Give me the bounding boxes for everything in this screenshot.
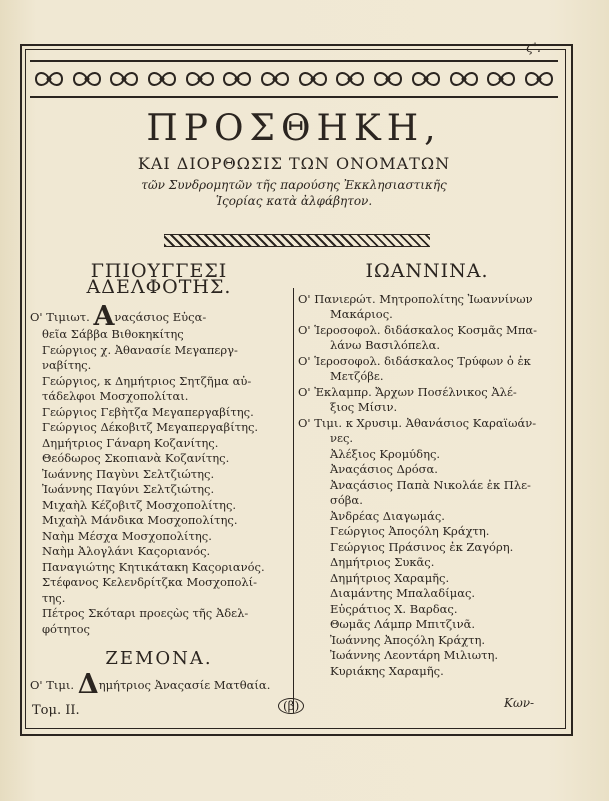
list-item: Ο' Ἐκλαμπρ. Ἄρχων Ποσέλνικος Ἀλέ- bbox=[298, 384, 517, 399]
list-item: Στέφανος Κελενδρίτζκα Μοσχοπολί- bbox=[42, 575, 258, 589]
ornament-icon bbox=[32, 66, 66, 92]
list-item: Δημήτριος Γάναρη Κοζανίτης. bbox=[42, 435, 219, 450]
list-item: νες. bbox=[330, 431, 354, 445]
ornament-icon bbox=[447, 66, 481, 92]
section2-entry bbox=[30, 668, 288, 700]
list-item: Γεώργιος Γεβὴτζα Μεγαπεργαβίτης. bbox=[42, 404, 254, 419]
decorative-rule bbox=[164, 234, 430, 247]
list-item: Ναὴμ Ἀλογλάνι Καςοριανός. bbox=[42, 544, 211, 558]
ornament-icon bbox=[371, 66, 405, 92]
drop-capital-2: Δ bbox=[77, 668, 99, 700]
list-item: Ἰωάννης Παγύνι Σελτζιώτης. bbox=[42, 482, 215, 496]
left-column bbox=[30, 260, 288, 700]
first-prefix: Ο' Τιμιωτ. bbox=[30, 310, 90, 324]
folio: ϛ'. bbox=[526, 41, 541, 56]
list-item: Μετζόβε. bbox=[330, 369, 384, 383]
column-divider bbox=[293, 288, 294, 713]
list-item: Ο' Τιμι. κ Χρυσιμ. Ἀθανάσιος Καραϊωάν- bbox=[298, 415, 537, 430]
list-item: Ἀλέξιος Κρομύδης. bbox=[330, 446, 441, 461]
ornament-icon bbox=[296, 66, 330, 92]
list-item: Ο' Πανιερώτ. Μητροπολίτης Ἰωαννίνων bbox=[298, 291, 533, 306]
list-item: Γεώργιος Ἀποςόλη Κράχτη. bbox=[330, 524, 490, 538]
first-rest: ναςάσιος Εὐςα- bbox=[114, 310, 207, 324]
right-column bbox=[298, 260, 556, 679]
subline-1: τῶν Συνδρομητῶν τῆς παρούσης Ἐκκλησιαστικῆς bbox=[141, 178, 447, 192]
list-item: τάδελφοι Μοσχοπολίται. bbox=[42, 389, 189, 403]
list-item: ξιος Μίσιν. bbox=[330, 400, 398, 414]
first-entry bbox=[30, 301, 288, 332]
subline-2: Ἱςορίας κατὰ ἀλφάβητον. bbox=[215, 194, 373, 208]
ornament-icon bbox=[220, 66, 254, 92]
volume-label: Τομ. ΙΙ. bbox=[32, 703, 80, 718]
subtitle: ΚΑΙ ΔΙΟΡΘΩΣΙΣ ΤΩΝ ΟΝΟΜΑΤΩΝ bbox=[137, 154, 451, 173]
list-item: ναβίτης. bbox=[42, 358, 92, 372]
ornament-icon bbox=[145, 66, 179, 92]
list-item: Δημήτριος Συκᾶς. bbox=[330, 555, 435, 569]
list-item: Διαμάντης Μπαλαδίμας. bbox=[330, 586, 476, 600]
list-item: Θεόδωρος Σκοπιανὰ Κοζανίτης. bbox=[42, 451, 230, 465]
list-item: Ἀναςάσιος Δρόσα. bbox=[330, 462, 438, 476]
list-item: Ἀνδρέας Διαγωμάς. bbox=[330, 508, 445, 523]
section2-rest: ημήτριος Ἀναςασίε Ματθαία. bbox=[98, 677, 271, 692]
list-item: Ἰωάννης Λεοντάρη Μιλιωτη. bbox=[330, 648, 499, 662]
list-item: Ναὴμ Μέσχα Μοσχοπολίτης. bbox=[42, 528, 212, 543]
list-item: Μιχαὴλ Μάνδικα Μοσχοπολίτης. bbox=[42, 513, 238, 527]
ornament-icon bbox=[70, 66, 104, 92]
list-item: Μιχαὴλ Κέζοβιτζ Μοσχοπολίτης. bbox=[42, 497, 237, 512]
list-item: Θωμᾶς Λάμπρ Μπιτζινᾶ. bbox=[330, 617, 476, 631]
ornament-icon bbox=[107, 66, 141, 92]
ornament-icon bbox=[522, 66, 556, 92]
list-item: Ἰωάννης Ἀποςόλη Κράχτη. bbox=[330, 632, 486, 647]
list-item: Κυριάκης Χαραμῆς. bbox=[330, 663, 444, 678]
list-item: Παναγιώτης Κητικάτακη Καςοριανός. bbox=[42, 559, 265, 574]
signature-mark: (β) bbox=[278, 698, 304, 714]
right-heading: ΙΩΑΝΝΙΝΑ. bbox=[365, 260, 489, 282]
ornament-icon bbox=[183, 66, 217, 92]
ornament-icon bbox=[258, 66, 292, 92]
list-item: φότητος bbox=[42, 621, 90, 636]
section2-heading: ΖΕΜΟΝΑ. bbox=[105, 648, 213, 669]
list-item: της. bbox=[42, 590, 66, 605]
list-item: Γεώργιος χ. Ἀθανασίε Μεγαπεργ- bbox=[42, 342, 238, 357]
list-item: σόβα. bbox=[330, 493, 363, 507]
ornament-icon bbox=[484, 66, 518, 92]
page-title: ΠΡΟΣΘΗΚΗ, bbox=[146, 108, 442, 149]
list-item: Γεώργιος Πράσινος ἐκ Ζαγόρη. bbox=[330, 539, 514, 554]
list-item: Μακάριος. bbox=[330, 307, 393, 321]
list-item: Πέτρος Σκόταρι προεςὼς τῆς Ἀδελ- bbox=[42, 606, 249, 620]
right-entries bbox=[298, 292, 556, 680]
list-item: λάνω Βασιλόπελα. bbox=[330, 338, 441, 352]
section2-prefix: Ο' Τιμι. bbox=[30, 677, 75, 692]
list-item: Ἰωάννης Παγὺνι Σελτζιώτης. bbox=[42, 466, 215, 481]
list-item: Ο' Ἱεροσοφολ. διδάσκαλος Τρύφων ὁ ἐκ bbox=[298, 353, 531, 368]
list-item: Ἀναςάσιος Παπὰ Νικολάε ἐκ Πλε- bbox=[330, 477, 531, 492]
ornament-icon bbox=[333, 66, 367, 92]
ornament-icon bbox=[409, 66, 443, 92]
drop-capital: Α bbox=[93, 301, 115, 332]
list-item: Ο' Ἱεροσοφολ. διδάσκαλος Κοσμᾶς Μπα- bbox=[298, 322, 538, 337]
list-item: Γεώργιος, κ Δημήτριος Σητζῆμα αὐ- bbox=[42, 373, 252, 388]
ornament-band bbox=[30, 60, 558, 98]
catchword: Κων- bbox=[504, 696, 535, 710]
list-item: Γεώργιος Δέκοβιτζ Μεγαπεργαβίτης. bbox=[42, 420, 259, 434]
list-item: Εὐςράτιος Χ. Βαρδας. bbox=[330, 601, 458, 616]
left-entries bbox=[30, 343, 288, 638]
list-item: Δημήτριος Χαραμῆς. bbox=[330, 570, 450, 585]
left-heading: ΓΠΙΟΥΓΓΕΣΙ ΑΔΕΛΦΟΤΗΣ. bbox=[86, 260, 232, 298]
first-cont: θεῖα Σάββα Βιθοκηκίτης bbox=[42, 327, 184, 341]
